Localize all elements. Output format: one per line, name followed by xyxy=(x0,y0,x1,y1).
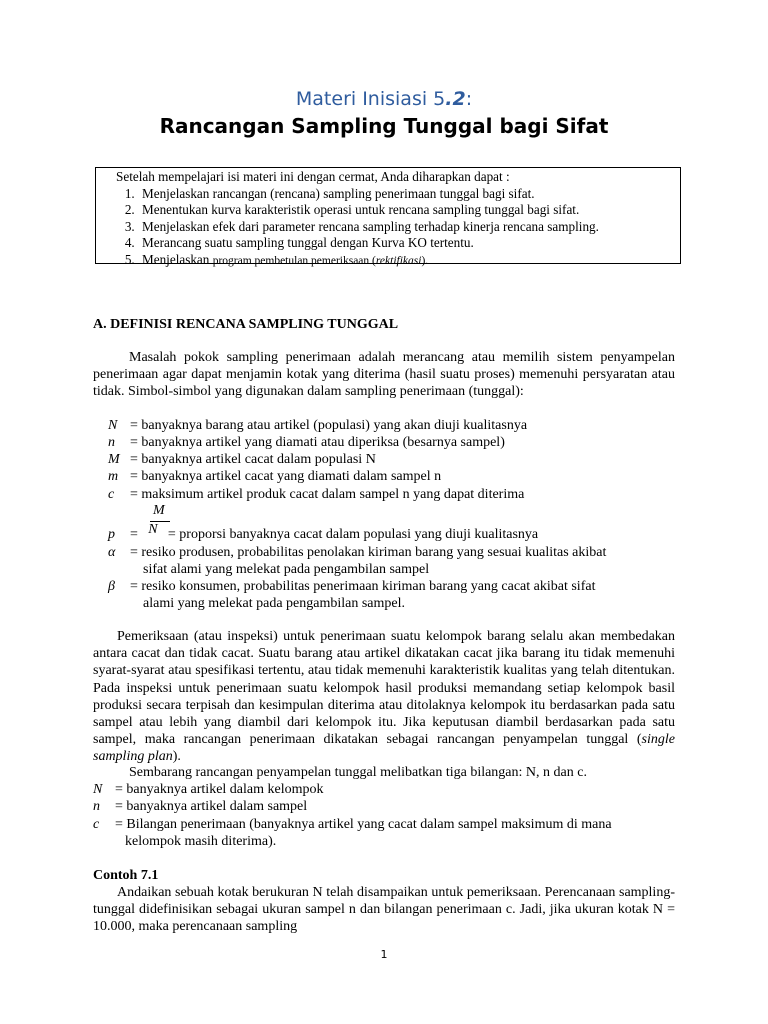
section-heading: A. DEFINISI RENCANA SAMPLING TUNGGAL xyxy=(93,317,399,332)
objective-item: 1. Menjelaskan rancangan (rencana) sampling penerimaan tunggal bagi sifat. xyxy=(138,186,680,203)
example-title: Contoh 7.1 xyxy=(93,868,159,883)
definition-row: c = Bilangan penerimaan (banyaknya artikel yang cacat dalam sampel maksimum di mana xyxy=(93,817,612,832)
example-text: Andaikan sebuah kotak berukuran N telah disampaikan untuk pemeriksaan. Perencanaan sampling-tunggal didefinisikan sebagai ukuran sampel n dan bilangan penerimaan c. Jadi, jika ukuran kotak N = 10.000, maka perencanaan sampling xyxy=(93,885,675,935)
definition-row-cont: kelompok masih diterima). xyxy=(125,834,277,849)
symbol-row-alpha: α = resiko produsen, probabilitas penolakan kiriman barang yang sesuai kualitas akibat xyxy=(108,545,607,560)
symbol-row-beta-cont: alami yang melekat pada pengambilan sampel. xyxy=(143,596,406,611)
symbol-row-beta: β = resiko konsumen, probabilitas penerimaan kiriman barang yang cacat akibat sifat xyxy=(108,579,596,594)
objective-item: 5. Menjelaskan program pembetulan pemeriksaan (rektifikasi). xyxy=(138,252,680,270)
symbol-row-alpha-cont: sifat alami yang melekat pada pengambilan sampel xyxy=(143,562,430,577)
objectives-box xyxy=(95,167,681,267)
page-number: 1 xyxy=(380,948,388,961)
symbol-row: M = banyaknya artikel cacat dalam populasi N xyxy=(108,452,376,467)
objectives-intro: Setelah mempelajari isi materi ini dengan cermat, Anda diharapkan dapat : xyxy=(116,169,510,184)
paragraph-inspection: Pemeriksaan (atau inspeksi) untuk penerimaan suatu kelompok barang selalu akan membedakan antara cacat dan tidak cacat. Suatu barang atau artikel dikatakan cacat jika barang itu tidak memenuhi syarat-syarat atau spesifikasi tertentu, atau tidak memenuhi karakteristik kualitas yang telah ditentukan. Pada inspeksi untuk penerimaan suatu kelompok hasil produksi memandang setiap kelompok basil produksi secara terpisah dan kesimpulan diterima atau ditolaknya kelompok itu berdasarkan pada satu sampel atau lebih yang diambil dari kelompok itu. Jika keputusan diambil berdasarkan pada satu sampel, maka rancangan penerimaan dikatakan sebagai rancangan penyampelan tunggal (single sampling plan). xyxy=(93,629,675,765)
definition-row: N = banyaknya artikel dalam kelompok xyxy=(93,782,324,797)
fraction-numerator: M xyxy=(153,503,165,518)
symbol-row-p: p = N = proporsi banyaknya cacat dalam populasi yang diuji kualitasnya xyxy=(108,522,539,542)
objective-item: 4. Merancang suatu sampling tunggal dengan Kurva KO tertentu. xyxy=(138,235,680,252)
paragraph-three-numbers: Sembarang rancangan penyampelan tunggal melibatkan tiga bilangan: N, n dan c. xyxy=(129,765,587,780)
objectives-list xyxy=(116,186,680,270)
definition-row: n = banyaknya artikel dalam sampel xyxy=(93,799,308,814)
symbol-row: n = banyaknya artikel yang diamati atau diperiksa (besarnya sampel) xyxy=(108,435,505,450)
paragraph-intro: Masalah pokok sampling penerimaan adalah merancang atau memilih sistem penyampelan penerimaan agar dapat menjamin kotak yang diterima (hasil suatu proses) memenuhi persyaratan atau tidak. Simbol-simbol yang digunakan dalam sampling penerimaan (tunggal): xyxy=(93,350,675,400)
objective-item: 2. Menentukan kurva karakteristik operasi untuk rencana sampling tunggal bagi sifat. xyxy=(138,202,680,219)
symbol-row: N = banyaknya barang atau artikel (populasi) yang akan diuji kualitasnya xyxy=(108,418,528,433)
page-title: Materi Inisiasi 5.2: xyxy=(295,88,473,110)
objective-item: 3. Menjelaskan efek dari parameter rencana sampling terhadap kinerja rencana sampling. xyxy=(138,219,680,236)
symbol-row: m = banyaknya artikel cacat yang diamati dalam sampel n xyxy=(108,469,442,484)
symbol-row: c = maksimum artikel produk cacat dalam sampel n yang dapat diterima xyxy=(108,487,525,502)
fraction-denominator: N xyxy=(148,522,158,537)
page-subtitle: Rancangan Sampling Tunggal bagi Sifat xyxy=(159,114,609,138)
